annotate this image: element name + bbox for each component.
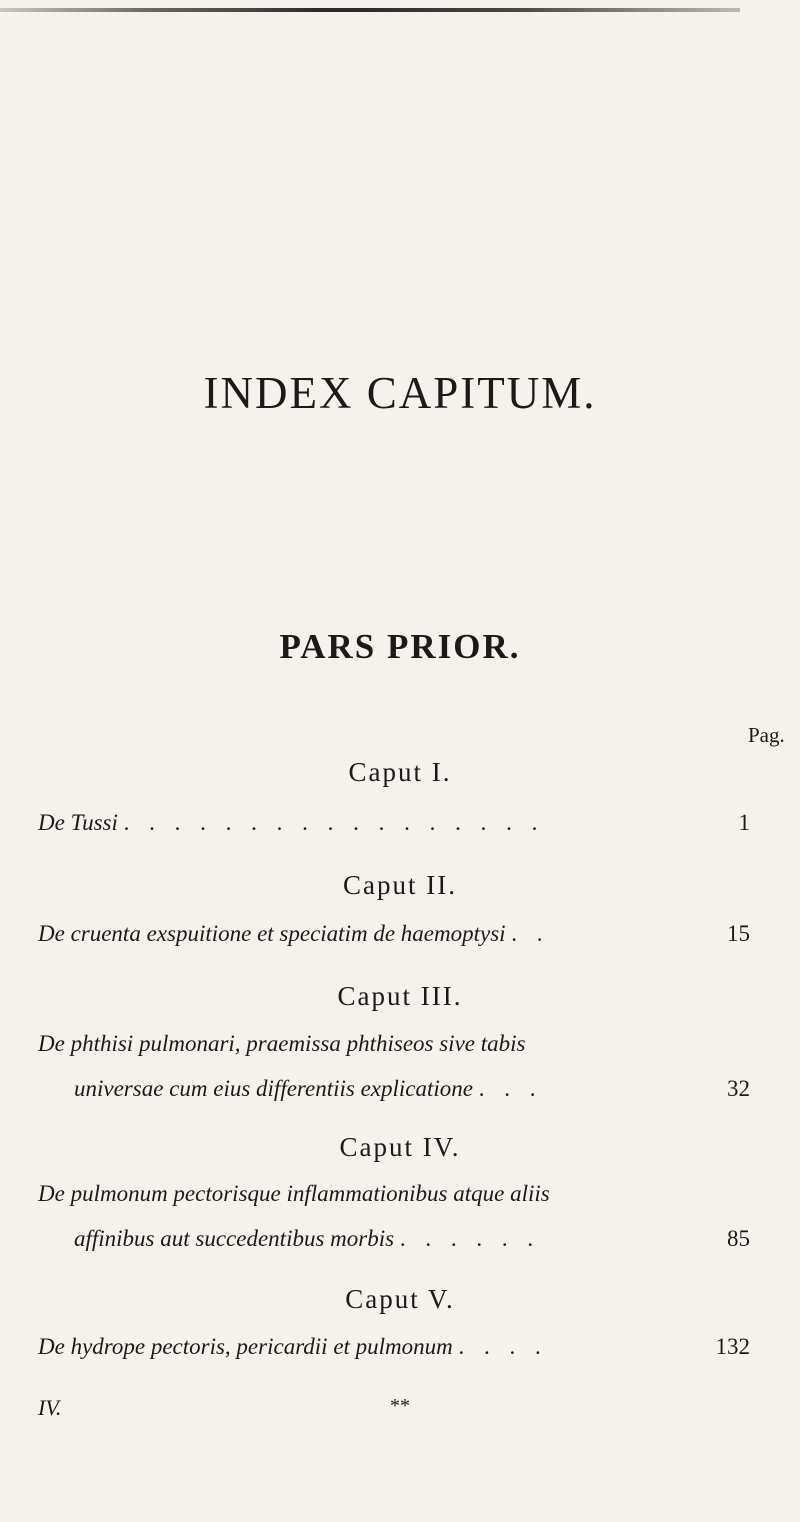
dot-leader: . . . . [458, 1334, 548, 1359]
entry-text: De cruenta exspuitione et speciatim de haemoptysi [38, 921, 506, 946]
signature-mark: IV. [38, 1395, 62, 1420]
signature-asterisks: ** [390, 1395, 410, 1417]
chapter-entry[interactable] [38, 1324, 758, 1369]
chapter-entry[interactable] [38, 911, 758, 956]
entry-text-cont: affinibus aut succedentibus morbis [74, 1226, 395, 1251]
page-number: 32 [727, 1076, 750, 1101]
entry-text: De hydrope pectoris, pericardii et pulmonum [38, 1334, 453, 1359]
entry-text: De phthisi pulmonari, praemissa phthiseos sive tabis [38, 1031, 526, 1056]
chapter-entry[interactable] [38, 1171, 758, 1261]
chapter-heading: Caput II. [343, 870, 457, 900]
dot-leader: . . . [478, 1076, 543, 1101]
top-rule [0, 8, 740, 12]
chapter-heading: Caput V. [345, 1284, 455, 1314]
chapter-entry[interactable] [38, 800, 758, 845]
dot-leader: . . . . . . . . . . . . . . . . . [123, 810, 545, 835]
page-number: 1 [738, 810, 750, 835]
page-column-header: Pag. [748, 723, 785, 747]
entry-text: De Tussi [38, 810, 118, 835]
chapter-heading: Caput I. [348, 757, 452, 787]
page-number: 15 [727, 921, 750, 946]
dot-leader: . . . . . . [399, 1226, 541, 1251]
entry-text-cont: universae cum eius differentiis explicatione [74, 1076, 473, 1101]
dot-leader: . . [511, 921, 550, 946]
index-title: INDEX CAPITUM. [203, 368, 597, 418]
chapter-heading: Caput IV. [339, 1132, 461, 1162]
page-number: 85 [727, 1226, 750, 1251]
chapter-entry[interactable] [38, 1021, 758, 1111]
entry-text: De pulmonum pectorisque inflammationibus atque aliis [38, 1181, 550, 1206]
chapter-heading: Caput III. [337, 981, 463, 1011]
page-number: 132 [715, 1334, 750, 1359]
part-heading: PARS PRIOR. [279, 627, 521, 666]
